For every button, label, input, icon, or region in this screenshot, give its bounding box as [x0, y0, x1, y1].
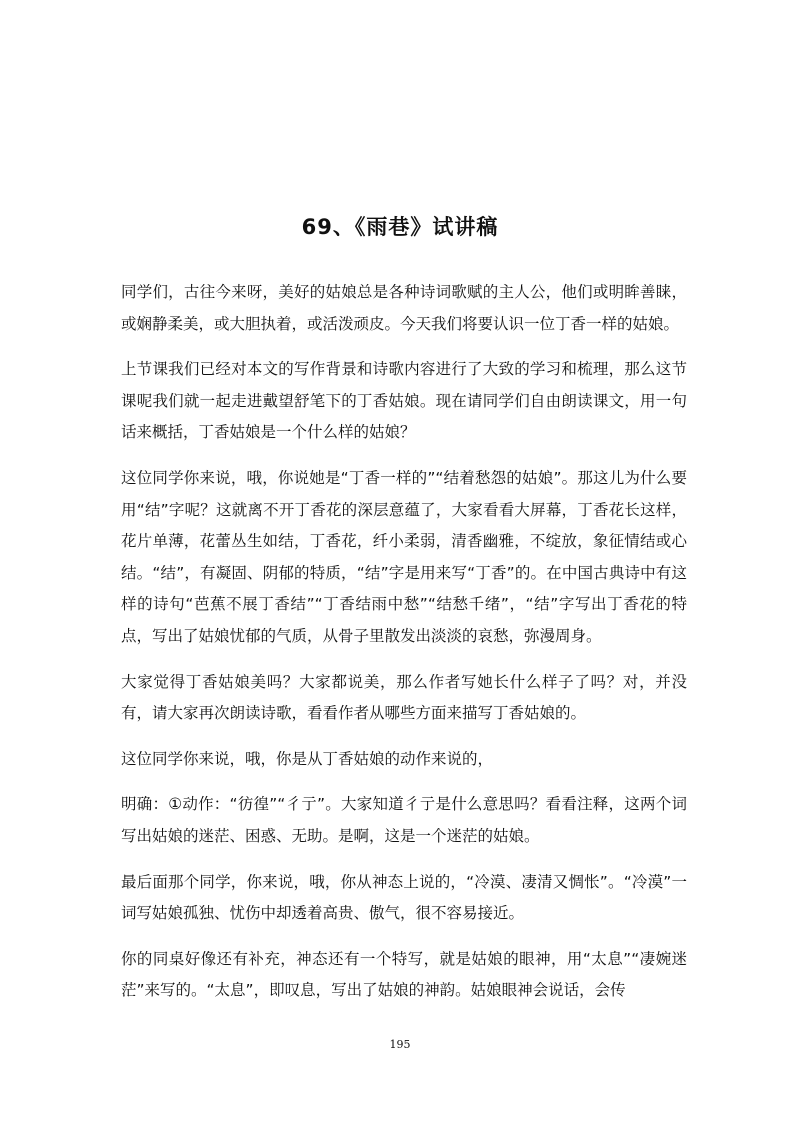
paragraph-7: 最后面那个同学，你来说，哦，你从神态上说的，“冷漠、凄清又惆怅”。“冷漠”一词写姑娘孤独、忧伤中却透着高贵、傲气，很不容易接近。 [121, 872, 687, 923]
paragraph-1: 同学们，古往今来呀，美好的姑娘总是各种诗词歌赋的主人公，他们或明眸善睐，或娴静柔美，或大胆执着，或活泼顽皮。今天我们将要认识一位丁香一样的姑娘。 [121, 283, 687, 333]
page-number: 195 [389, 1038, 411, 1051]
paragraph-3: 这位同学你来说，哦，你说她是“丁香一样的”“结着愁怨的姑娘”。那这儿为什么要用“结”字呢？这就离不开丁香花的深层意蕴了，大家看看大屏幕，丁香花长这样，花片单薄，花蕾丛生如结，丁香花，纤小柔弱，清香幽雅，不绽放，象征情结或心结。“结”，有凝固、阴郁的特质，“结”字是用来写“丁香”的。在中国古典诗中有这样的诗句“芭蕉不展丁香结”“丁香结雨中愁”“结愁千绪”，“结”字写出丁香花的特点，写出了姑娘忧郁的气质，从骨子里散发出淡淡的哀愁，弥漫周身。 [121, 468, 687, 645]
paragraph-5: 这位同学你来说，哦，你是从丁香姑娘的动作来说的， [121, 749, 494, 768]
paragraph-6: 明确：①动作：“彷徨”“彳亍”。大家知道彳亍是什么意思吗？看看注释，这两个词写出姑娘的迷茫、困惑、无助。是啊，这是一个迷茫的姑娘。 [121, 795, 687, 845]
paragraph-2: 上节课我们已经对本文的写作背景和诗歌内容进行了大致的学习和梳理，那么这节课呢我们就一起走进戴望舒笔下的丁香姑娘。现在请同学们自由朗读课文，用一句话来概括，丁香姑娘是一个什么样的姑娘？ [121, 360, 687, 442]
paragraph-8: 你的同桌好像还有补充，神态还有一个特写，就是姑娘的眼神，用“太息”“凄婉迷茫”来写的。“太息”，即叹息，写出了姑娘的神韵。姑娘眼神会说话，会传 [121, 949, 687, 1000]
paragraph-4: 大家觉得丁香姑娘美吗？大家都说美，那么作者写她长什么样子了吗？对，并没有，请大家再次朗读诗歌，看看作者从哪些方面来描写丁香姑娘的。 [121, 672, 687, 723]
body-text [121, 277, 687, 1021]
page-title: 69、《雨巷》试讲稿 [301, 215, 499, 239]
